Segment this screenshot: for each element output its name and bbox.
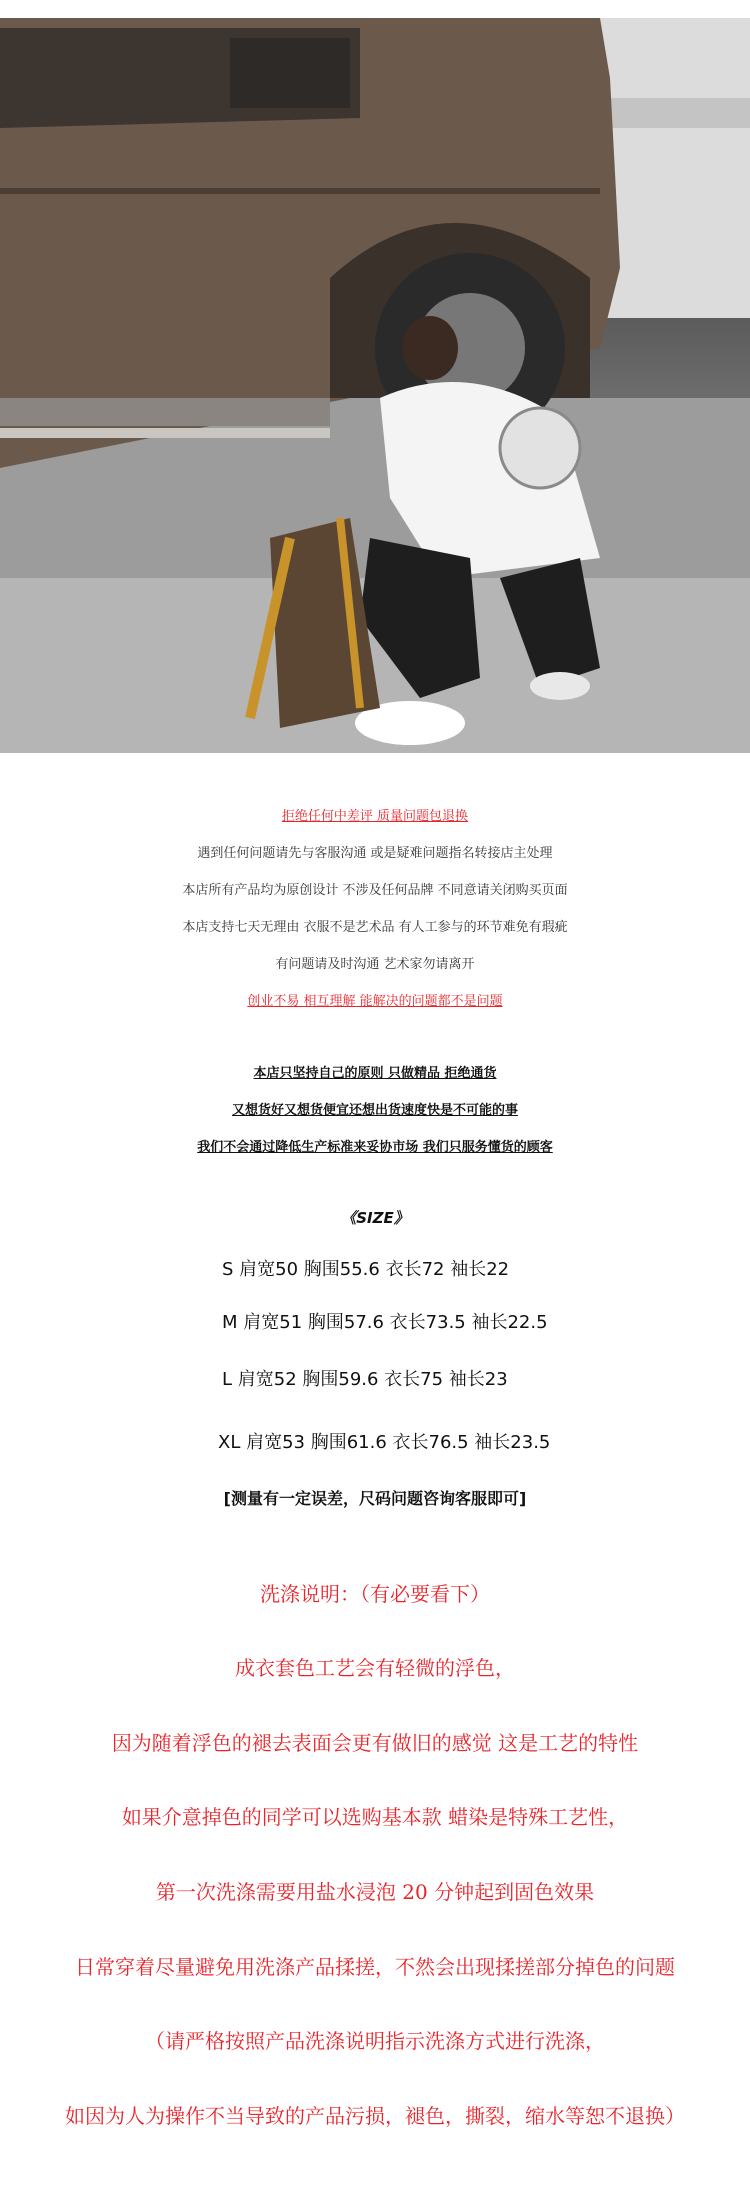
size-row: L 肩宽52 胸围59.6 衣长75 袖长23 [222, 1369, 508, 1390]
size-title: 《SIZE》 [341, 1209, 409, 1227]
principle-line: 我们不会通过降低生产标准来妥协市场 我们只服务懂货的顾客 [197, 1140, 553, 1155]
wash-line: 成衣套色工艺会有轻微的浮色， [235, 1656, 515, 1680]
notice-line: 本店支持七天无理由 衣服不是艺术品 有人工参与的环节难免有瑕疵 [182, 920, 568, 935]
wash-line: 日常穿着尽量避免用洗涤产品揉搓，不然会出现揉搓部分掉色的问题 [75, 1955, 675, 1979]
notice-line: 遇到任何问题请先与客服沟通 或是疑难问题指名转接店主处理 [197, 846, 553, 861]
size-note: [测量有一定误差，尺码问题咨询客服即可] [223, 1489, 527, 1508]
size-row: M 肩宽51 胸围57.6 衣长73.5 袖长22.5 [222, 1312, 548, 1333]
wash-line: 洗涤说明：（有必要看下） [260, 1582, 490, 1606]
wash-line: （请严格按照产品洗涤说明指示洗涤方式进行洗涤， [145, 2029, 605, 2053]
size-row: XL 肩宽53 胸围61.6 衣长76.5 袖长23.5 [218, 1432, 551, 1453]
wash-line: 如因为人为操作不当导致的产品污损，褪色，撕裂，缩水等恕不退换） [65, 2104, 685, 2128]
wash-line: 第一次洗涤需要用盐水浸泡 20 分钟起到固色效果 [155, 1880, 595, 1904]
principle-line: 又想货好又想货便宜还想出货速度快是不可能的事 [231, 1103, 518, 1118]
principle-line: 本店只坚持自己的原则 只做精品 拒绝通货 [253, 1066, 497, 1081]
photo-illustration [0, 18, 750, 753]
wash-line: 因为随着浮色的褪去表面会更有做旧的感觉 这是工艺的特性 [111, 1731, 639, 1755]
notice-line: 创业不易 相互理解 能解决的问题都不是问题 [247, 994, 503, 1009]
notice-line: 本店所有产品均为原创设计 不涉及任何品牌 不同意请关闭购买页面 [182, 883, 568, 898]
size-row: S 肩宽50 胸围55.6 衣长72 袖长22 [222, 1259, 510, 1280]
wash-line: 如果介意掉色的同学可以选购基本款 蜡染是特殊工艺性， [121, 1805, 629, 1829]
notice-line: 拒绝任何中差评 质量问题包退换 [281, 809, 469, 824]
product-photo [0, 18, 750, 753]
notice-line: 有问题请及时沟通 艺术家勿请离开 [275, 957, 475, 972]
